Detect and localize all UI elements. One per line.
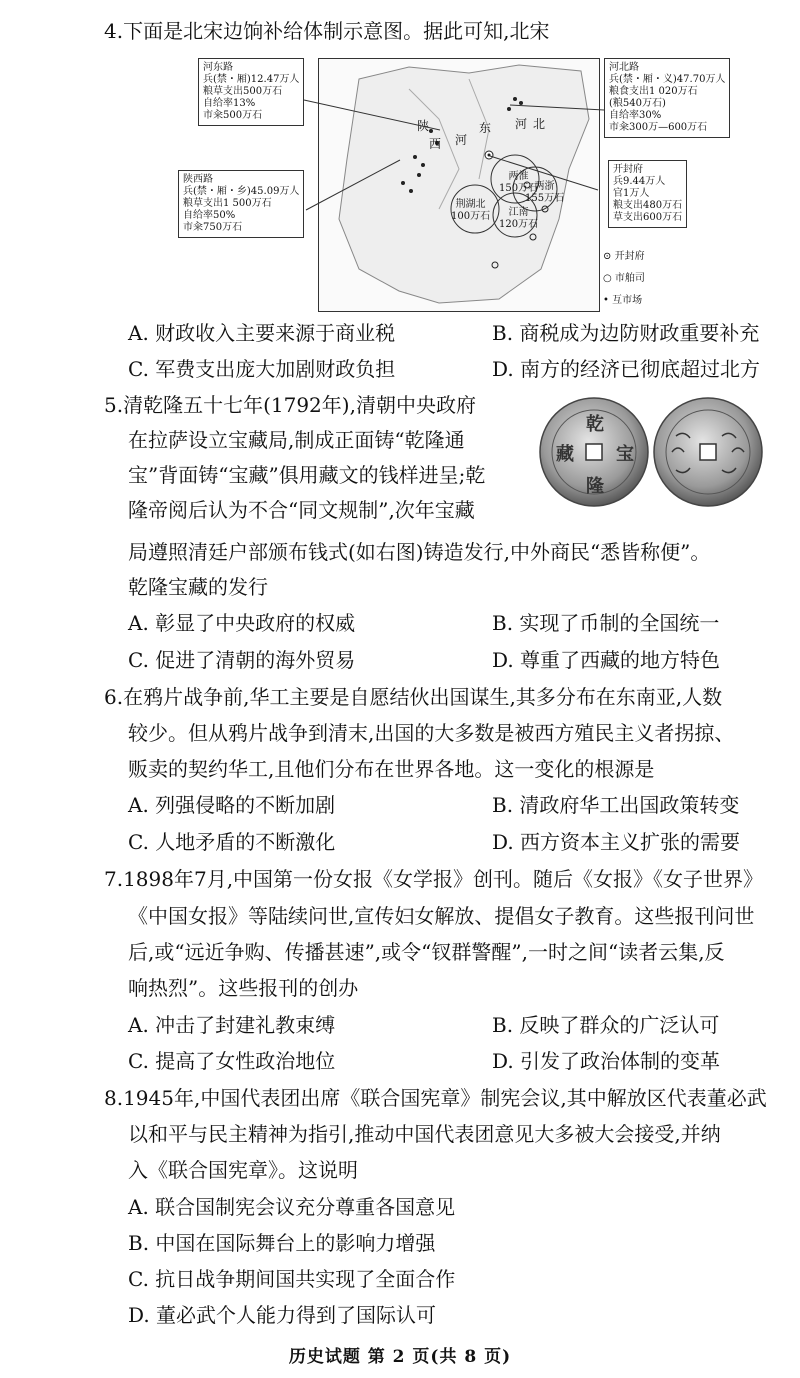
- q8-line: 以和平与民主精神为指引,推动中国代表团意见大多被大会接受,并纳: [128, 1122, 721, 1146]
- q7-option-c[interactable]: C. 提高了女性政治地位: [128, 1049, 336, 1073]
- q4-option-b[interactable]: B. 商税成为边防财政重要补充: [492, 321, 760, 345]
- hebei-line: 兵(禁・厢・义)47.70万人: [609, 74, 726, 85]
- circle-lianghuai-value: 150万石: [499, 183, 539, 194]
- circle-jinghubei-name: 荆湖北: [455, 199, 486, 210]
- q8-option-d[interactable]: D. 董必武个人能力得到了国际认可: [128, 1303, 437, 1327]
- q7-line: 后,或“远近争购、传播甚速”,或令“钗群警醒”,一时之间“读者云集,反: [128, 940, 725, 964]
- map-label-dong: 东: [479, 121, 492, 135]
- q5-line: 隆帝阅后认为不合“同文规制”,次年宝藏: [128, 498, 475, 522]
- hebei-line: 粮食支出1 020万石: [609, 86, 698, 97]
- legend-kaifeng: [603, 246, 645, 268]
- circle-jiangnan-name: 江南: [508, 207, 529, 218]
- circle-liangzhe-name: 两浙: [534, 181, 555, 192]
- coin-char-top: 乾: [586, 414, 604, 435]
- hebei-line: (粮540万石): [609, 98, 666, 109]
- kaifeng-line: 兵9.44万人: [613, 176, 666, 187]
- q7-line: 《中国女报》等陆续问世,宣传妇女解放、提倡女子教育。这些报刊问世: [128, 904, 755, 928]
- hedong-line: 自给率13%: [203, 98, 256, 109]
- capital-symbol-icon: ⊙: [603, 251, 612, 262]
- legend-shibosi-label: 市舶司: [614, 273, 645, 284]
- q4-stem: 4.下面是北宋边饷补给体制示意图。据此可知,北宋: [104, 19, 550, 43]
- hedong-line: 兵(禁・厢)12.47万人: [203, 74, 300, 85]
- legend-kaifeng-label: 开封府: [614, 251, 645, 262]
- q5-line: 乾隆宝藏的发行: [128, 575, 268, 599]
- map-label-xi: 西: [429, 137, 442, 151]
- circle-jinghubei-value: 100万石: [451, 211, 491, 222]
- q6-option-d[interactable]: D. 西方资本主义扩张的需要: [492, 830, 741, 854]
- q6-option-a[interactable]: A. 列强侵略的不断加剧: [128, 793, 336, 817]
- q5-option-c[interactable]: C. 促进了清朝的海外贸易: [128, 648, 356, 672]
- kaifeng-line: 粮支出480万石: [613, 200, 683, 211]
- legend-hushichang-label: 互市场: [612, 295, 643, 306]
- q8-line: 8.1945年,中国代表团出席《联合国宪章》制宪会议,其中解放区代表董必武: [104, 1086, 767, 1110]
- q4-option-a[interactable]: A. 财政收入主要来源于商业税: [128, 321, 396, 345]
- legend-shibosi: [603, 268, 645, 290]
- q7-line: 响热烈”。这些报刊的创办: [128, 976, 359, 1000]
- q5-line: 在拉萨设立宝藏局,制成正面铸“乾隆通: [128, 428, 465, 452]
- q6-line: 贩卖的契约华工,且他们分布在世界各地。这一变化的根源是: [128, 757, 655, 781]
- hedong-title: 河东路: [203, 62, 233, 73]
- kaifeng-line: 官1万人: [613, 188, 650, 199]
- hebei-line: 市籴300万—600万石: [609, 122, 708, 133]
- circle-lianghuai-name: 两淮: [508, 171, 529, 182]
- map-label-shaan: 陕: [417, 119, 430, 133]
- coin-char-left: 藏: [556, 444, 574, 465]
- port-symbol-icon: ○: [603, 273, 612, 284]
- q5-line: 局遵照清廷户部颁布钱式(如右图)铸造发行,中外商民“悉皆称便”。: [128, 540, 711, 564]
- qianlong-coins: [536, 396, 766, 508]
- q8-option-c[interactable]: C. 抗日战争期间国共实现了全面合作: [128, 1267, 456, 1291]
- shaanxi-line: 市籴750万石: [183, 222, 243, 233]
- shaanxi-line: 自给率50%: [183, 210, 236, 221]
- q8-option-b[interactable]: B. 中国在国际舞台上的影响力增强: [128, 1231, 436, 1255]
- shaanxi-line: 粮草支出1 500万石: [183, 198, 272, 209]
- circle-liangzhe-value: 155万石: [525, 193, 565, 204]
- map-label-bei: 北: [533, 117, 546, 131]
- q5-line: 5.清乾隆五十七年(1792年),清朝中央政府: [104, 393, 476, 417]
- kaifeng-title: 开封府: [613, 164, 643, 175]
- q7-option-d[interactable]: D. 引发了政治体制的变革: [492, 1049, 721, 1073]
- hedong-line: 市籴500万石: [203, 110, 263, 121]
- map-label-he2: 河: [515, 117, 528, 131]
- hedong-line: 粮草支出500万石: [203, 86, 283, 97]
- shaanxi-line: 兵(禁・厢・乡)45.09万人: [183, 186, 300, 197]
- q6-line: 较少。但从鸦片战争到清末,出国的大多数是被西方殖民主义者拐掠、: [128, 721, 735, 745]
- hebei-line: 自给率30%: [609, 110, 662, 121]
- callout-shaanxi: [178, 170, 304, 238]
- coin-char-right: 宝: [616, 444, 634, 465]
- q6-option-c[interactable]: C. 人地矛盾的不断激化: [128, 830, 336, 854]
- legend-hushichang: [603, 290, 645, 312]
- q5-option-d[interactable]: D. 尊重了西藏的地方特色: [492, 648, 721, 672]
- q5-option-a[interactable]: A. 彰显了中央政府的权威: [128, 611, 356, 635]
- circle-jiangnan-value: 120万石: [499, 219, 539, 230]
- q8-option-a[interactable]: A. 联合国制宪会议充分尊重各国意见: [128, 1195, 456, 1219]
- map-legend: [603, 246, 645, 312]
- q7-line: 7.1898年7月,中国第一份女报《女学报》创刊。随后《女报》《女子世界》: [104, 867, 764, 891]
- map-label-he1: 河: [455, 133, 468, 147]
- q6-line: 6.在鸦片战争前,华工主要是自愿结伙出国谋生,其多分布在东南亚,人数: [104, 685, 723, 709]
- q7-option-b[interactable]: B. 反映了群众的广泛认可: [492, 1013, 720, 1037]
- q6-option-b[interactable]: B. 清政府华工出国政策转变: [492, 793, 740, 817]
- kaifeng-line: 草支出600万石: [613, 212, 683, 223]
- q5-option-b[interactable]: B. 实现了币制的全国统一: [492, 611, 720, 635]
- shaanxi-title: 陕西路: [183, 174, 213, 185]
- market-symbol-icon: •: [603, 295, 609, 306]
- q8-line: 入《联合国宪章》。这说明: [128, 1158, 358, 1182]
- callout-hedong: [198, 58, 304, 126]
- callout-kaifeng: [608, 160, 687, 228]
- q5-line: 宝”背面铸“宝藏”俱用藏文的钱样进呈;乾: [128, 463, 486, 487]
- coin-char-bottom: 隆: [586, 476, 604, 497]
- hebei-title: 河北路: [609, 62, 639, 73]
- q7-option-a[interactable]: A. 冲击了封建礼教束缚: [128, 1013, 336, 1037]
- q4-option-c[interactable]: C. 军费支出庞大加剧财政负担: [128, 357, 396, 381]
- q4-option-d[interactable]: D. 南方的经济已彻底超过北方: [492, 357, 761, 381]
- callout-hebei: [604, 58, 730, 138]
- page-footer: 历史试题 第 2 页(共 8 页): [288, 1347, 512, 1367]
